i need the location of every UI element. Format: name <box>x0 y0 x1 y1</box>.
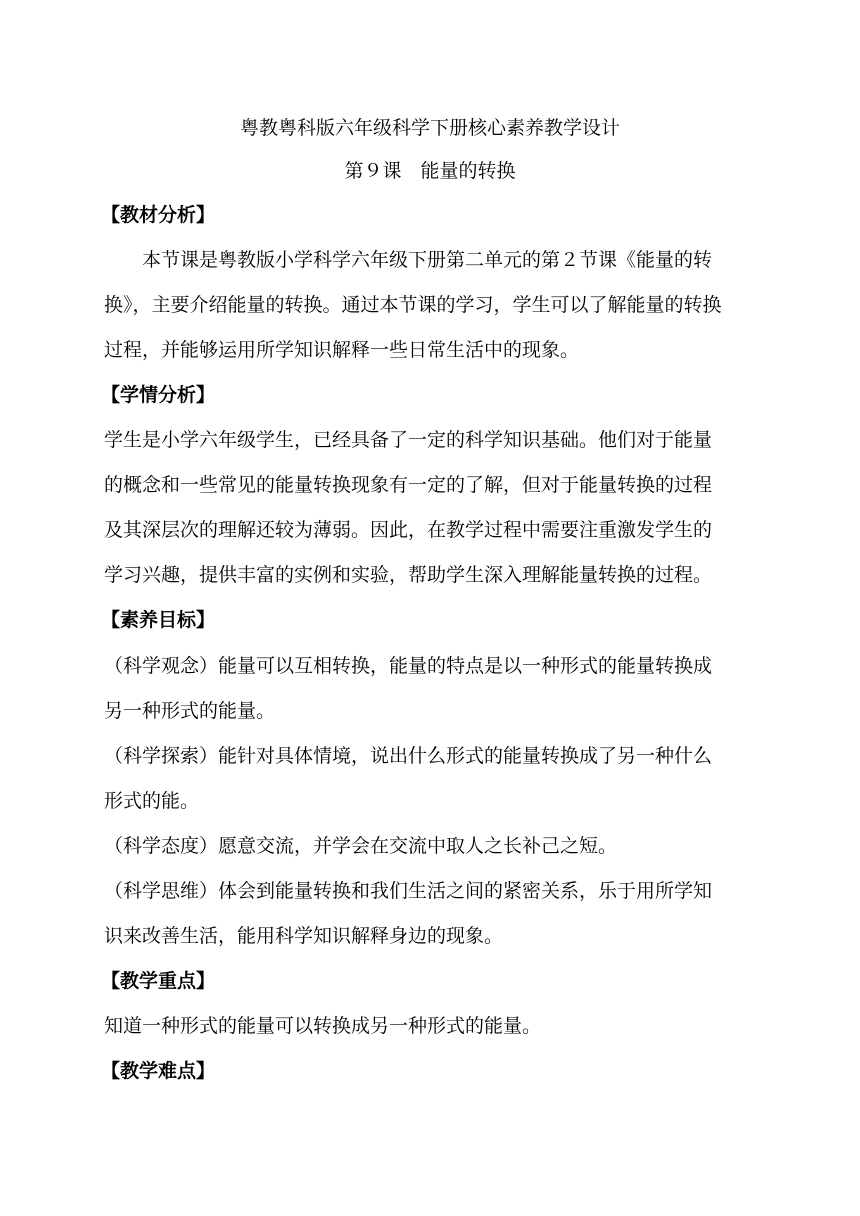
paragraph-line: （科学观念）能量可以互相转换，能量的特点是以一种形式的能量转换成 <box>104 655 713 677</box>
paragraph-line: 形式的能。 <box>104 790 200 812</box>
paragraph-line: 学生是小学六年级学生，已经具备了一定的科学知识基础。他们对于能量 <box>104 429 713 451</box>
paragraph-line: （科学探索）能针对具体情境，说出什么形式的能量转换成了另一种什么 <box>104 745 713 767</box>
section-heading-student-analysis: 【学情分析】 <box>101 384 216 406</box>
lesson-title: 第９课 能量的转换 <box>344 160 516 182</box>
document-title: 粤教粤科版六年级科学下册核心素养教学设计 <box>239 117 620 139</box>
section-heading-teaching-difficulty: 【教学难点】 <box>101 1060 216 1082</box>
paragraph-line: 本节课是粤教版小学科学六年级下册第二单元的第２节课《能量的转 <box>142 249 713 271</box>
section-heading-literacy-goals: 【素养目标】 <box>101 609 216 631</box>
paragraph-line: 及其深层次的理解还较为薄弱。因此，在教学过程中需要注重激发学生的 <box>104 519 713 541</box>
paragraph-line: （科学思维）体会到能量转换和我们生活之间的紧密关系，乐于用所学知 <box>104 880 713 902</box>
section-heading-textbook-analysis: 【教材分析】 <box>101 204 216 226</box>
section-heading-teaching-focus: 【教学重点】 <box>101 970 216 992</box>
paragraph-line: 学习兴趣，提供丰富的实例和实验，帮助学生深入理解能量转换的过程。 <box>104 564 713 586</box>
paragraph-line: 知道一种形式的能量可以转换成另一种形式的能量。 <box>104 1015 542 1037</box>
paragraph-line: 另一种形式的能量。 <box>104 700 276 722</box>
paragraph-line: （科学态度）愿意交流，并学会在交流中取人之长补己之短。 <box>104 835 618 857</box>
paragraph-line: 换》，主要介绍能量的转换。通过本节课的学习，学生可以了解能量的转换 <box>104 294 722 316</box>
paragraph-line: 的概念和一些常见的能量转换现象有一定的了解，但对于能量转换的过程 <box>104 474 713 496</box>
paragraph-line: 识来改善生活，能用科学知识解释身边的现象。 <box>104 925 504 947</box>
paragraph-line: 过程，并能够运用所学知识解释一些日常生活中的现象。 <box>104 339 580 361</box>
